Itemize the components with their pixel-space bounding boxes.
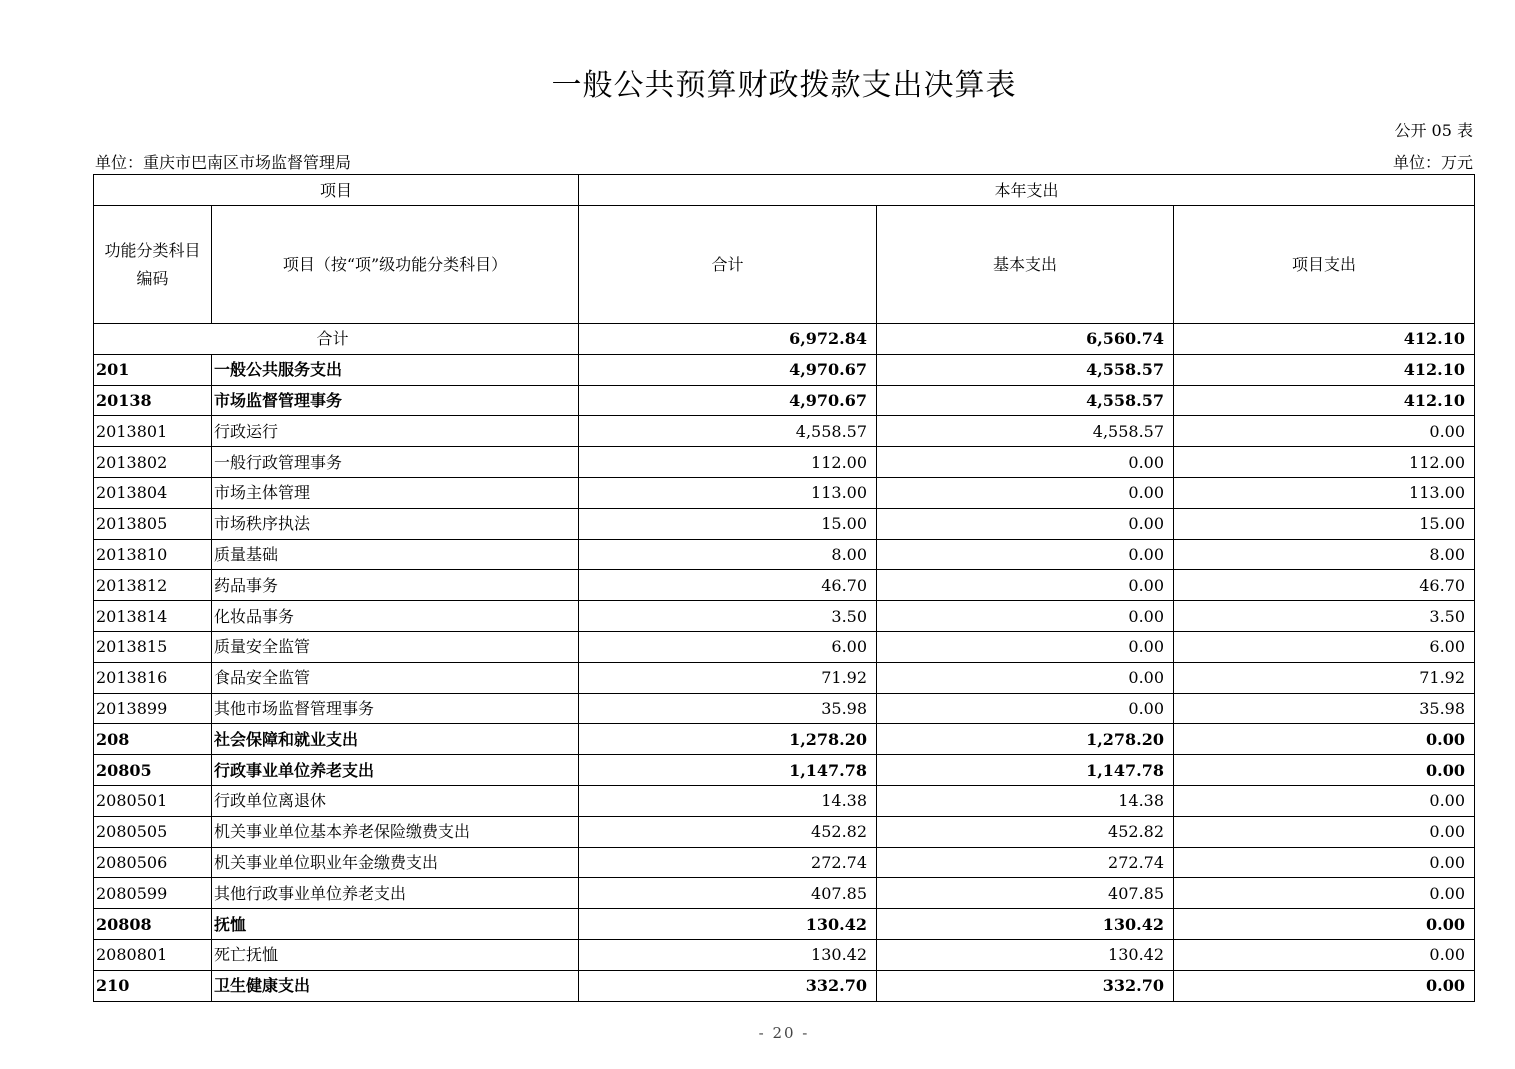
header-row-2 — [94, 206, 1475, 324]
form-number: 公开 05 表 — [1394, 121, 1473, 140]
table-row — [94, 724, 1475, 755]
project-cell: 0.00 — [1174, 416, 1475, 447]
table-row — [94, 508, 1475, 539]
table-row — [94, 416, 1475, 447]
project-cell: 412.10 — [1174, 385, 1475, 416]
total-cell: 272.74 — [579, 847, 877, 878]
header-current-year: 本年支出 — [579, 175, 1475, 206]
total-cell: 113.00 — [579, 477, 877, 508]
total-cell: 6,972.84 — [579, 324, 877, 355]
project-cell: 0.00 — [1174, 909, 1475, 940]
project-cell: 15.00 — [1174, 508, 1475, 539]
name-cell: 质量基础 — [212, 539, 579, 570]
table-row — [94, 631, 1475, 662]
code-cell: 208 — [94, 724, 212, 755]
code-cell: 2080501 — [94, 785, 212, 816]
project-cell: 0.00 — [1174, 939, 1475, 970]
total-cell: 4,970.67 — [579, 385, 877, 416]
basic-cell: 6,560.74 — [877, 324, 1174, 355]
project-cell: 3.50 — [1174, 601, 1475, 632]
basic-cell: 452.82 — [877, 816, 1174, 847]
table-row — [94, 816, 1475, 847]
basic-cell: 130.42 — [877, 939, 1174, 970]
page-title: 一般公共预算财政拨款支出决算表 — [551, 68, 1017, 103]
basic-cell: 0.00 — [877, 601, 1174, 632]
total-cell: 407.85 — [579, 878, 877, 909]
basic-cell: 4,558.57 — [877, 416, 1174, 447]
code-cell: 2013801 — [94, 416, 212, 447]
basic-cell: 1,278.20 — [877, 724, 1174, 755]
table-row — [94, 909, 1475, 940]
header-basic: 基本支出 — [877, 206, 1174, 324]
basic-cell: 4,558.57 — [877, 385, 1174, 416]
code-cell: 2013802 — [94, 447, 212, 478]
total-cell: 8.00 — [579, 539, 877, 570]
basic-cell: 272.74 — [877, 847, 1174, 878]
basic-cell: 0.00 — [877, 631, 1174, 662]
header-name: 项目（按“项”级功能分类科目） — [212, 206, 579, 324]
header-total: 合计 — [579, 206, 877, 324]
basic-cell: 0.00 — [877, 447, 1174, 478]
name-cell: 其他市场监督管理事务 — [212, 693, 579, 724]
project-cell: 71.92 — [1174, 662, 1475, 693]
total-cell: 35.98 — [579, 693, 877, 724]
name-cell: 一般行政管理事务 — [212, 447, 579, 478]
project-cell: 112.00 — [1174, 447, 1475, 478]
name-cell: 行政单位离退休 — [212, 785, 579, 816]
total-cell: 14.38 — [579, 785, 877, 816]
name-cell: 机关事业单位职业年金缴费支出 — [212, 847, 579, 878]
name-cell: 社会保障和就业支出 — [212, 724, 579, 755]
page-number: - 20 - — [758, 1024, 810, 1042]
table-row — [94, 785, 1475, 816]
name-cell: 机关事业单位基本养老保险缴费支出 — [212, 816, 579, 847]
name-cell: 死亡抚恤 — [212, 939, 579, 970]
expenditure-table — [93, 174, 1475, 1002]
total-cell: 71.92 — [579, 662, 877, 693]
unit-currency: 单位：万元 — [1392, 153, 1473, 172]
table-row — [94, 847, 1475, 878]
project-cell: 0.00 — [1174, 724, 1475, 755]
table-row — [94, 539, 1475, 570]
basic-cell: 0.00 — [877, 570, 1174, 601]
total-cell: 112.00 — [579, 447, 877, 478]
code-cell: 2013815 — [94, 631, 212, 662]
code-cell: 20138 — [94, 385, 212, 416]
table-row — [94, 755, 1475, 786]
table-row — [94, 477, 1475, 508]
basic-cell: 0.00 — [877, 539, 1174, 570]
basic-cell: 1,147.78 — [877, 755, 1174, 786]
table-row — [94, 447, 1475, 478]
name-cell: 市场秩序执法 — [212, 508, 579, 539]
code-cell: 2080801 — [94, 939, 212, 970]
table-row — [94, 385, 1475, 416]
total-cell: 130.42 — [579, 909, 877, 940]
total-cell: 1,147.78 — [579, 755, 877, 786]
name-cell: 市场主体管理 — [212, 477, 579, 508]
unit-organization: 单位：重庆市巴南区市场监督管理局 — [95, 153, 352, 172]
project-cell: 35.98 — [1174, 693, 1475, 724]
total-cell: 15.00 — [579, 508, 877, 539]
code-cell: 2080506 — [94, 847, 212, 878]
name-cell: 化妆品事务 — [212, 601, 579, 632]
basic-cell: 0.00 — [877, 662, 1174, 693]
table-row — [94, 354, 1475, 385]
table-row — [94, 570, 1475, 601]
project-cell: 0.00 — [1174, 847, 1475, 878]
total-cell: 1,278.20 — [579, 724, 877, 755]
total-cell: 4,970.67 — [579, 354, 877, 385]
code-cell: 2013804 — [94, 477, 212, 508]
code-cell: 20805 — [94, 755, 212, 786]
project-cell: 8.00 — [1174, 539, 1475, 570]
code-cell: 2080599 — [94, 878, 212, 909]
code-cell: 2013814 — [94, 601, 212, 632]
total-label: 合计 — [94, 324, 579, 355]
total-cell: 130.42 — [579, 939, 877, 970]
basic-cell: 4,558.57 — [877, 354, 1174, 385]
total-cell: 3.50 — [579, 601, 877, 632]
total-cell: 332.70 — [579, 970, 877, 1001]
name-cell: 质量安全监管 — [212, 631, 579, 662]
table-row — [94, 939, 1475, 970]
total-cell: 452.82 — [579, 816, 877, 847]
basic-cell: 0.00 — [877, 693, 1174, 724]
code-cell: 2013899 — [94, 693, 212, 724]
basic-cell: 0.00 — [877, 477, 1174, 508]
project-cell: 412.10 — [1174, 324, 1475, 355]
project-cell: 0.00 — [1174, 785, 1475, 816]
project-cell: 412.10 — [1174, 354, 1475, 385]
project-cell: 0.00 — [1174, 878, 1475, 909]
code-cell: 2013812 — [94, 570, 212, 601]
total-cell: 4,558.57 — [579, 416, 877, 447]
table-row — [94, 970, 1475, 1001]
project-cell: 0.00 — [1174, 970, 1475, 1001]
basic-cell: 0.00 — [877, 508, 1174, 539]
name-cell: 行政运行 — [212, 416, 579, 447]
header-row-1 — [94, 175, 1475, 206]
project-cell: 6.00 — [1174, 631, 1475, 662]
basic-cell: 14.38 — [877, 785, 1174, 816]
project-cell: 113.00 — [1174, 477, 1475, 508]
name-cell: 行政事业单位养老支出 — [212, 755, 579, 786]
name-cell: 一般公共服务支出 — [212, 354, 579, 385]
header-project-expenditure: 项目支出 — [1174, 206, 1475, 324]
project-cell: 0.00 — [1174, 816, 1475, 847]
total-row — [94, 324, 1475, 355]
code-cell: 2013816 — [94, 662, 212, 693]
header-project: 项目 — [94, 175, 579, 206]
name-cell: 抚恤 — [212, 909, 579, 940]
name-cell: 市场监督管理事务 — [212, 385, 579, 416]
code-cell: 2080505 — [94, 816, 212, 847]
name-cell: 药品事务 — [212, 570, 579, 601]
header-code: 功能分类科目编码 — [94, 206, 212, 324]
table-row — [94, 878, 1475, 909]
name-cell: 其他行政事业单位养老支出 — [212, 878, 579, 909]
table-row — [94, 601, 1475, 632]
code-cell: 210 — [94, 970, 212, 1001]
name-cell: 食品安全监管 — [212, 662, 579, 693]
project-cell: 46.70 — [1174, 570, 1475, 601]
project-cell: 0.00 — [1174, 755, 1475, 786]
code-cell: 201 — [94, 354, 212, 385]
code-cell: 2013810 — [94, 539, 212, 570]
code-cell: 20808 — [94, 909, 212, 940]
table-row — [94, 693, 1475, 724]
code-cell: 2013805 — [94, 508, 212, 539]
total-cell: 6.00 — [579, 631, 877, 662]
total-cell: 46.70 — [579, 570, 877, 601]
basic-cell: 130.42 — [877, 909, 1174, 940]
basic-cell: 332.70 — [877, 970, 1174, 1001]
table-row — [94, 662, 1475, 693]
basic-cell: 407.85 — [877, 878, 1174, 909]
name-cell: 卫生健康支出 — [212, 970, 579, 1001]
